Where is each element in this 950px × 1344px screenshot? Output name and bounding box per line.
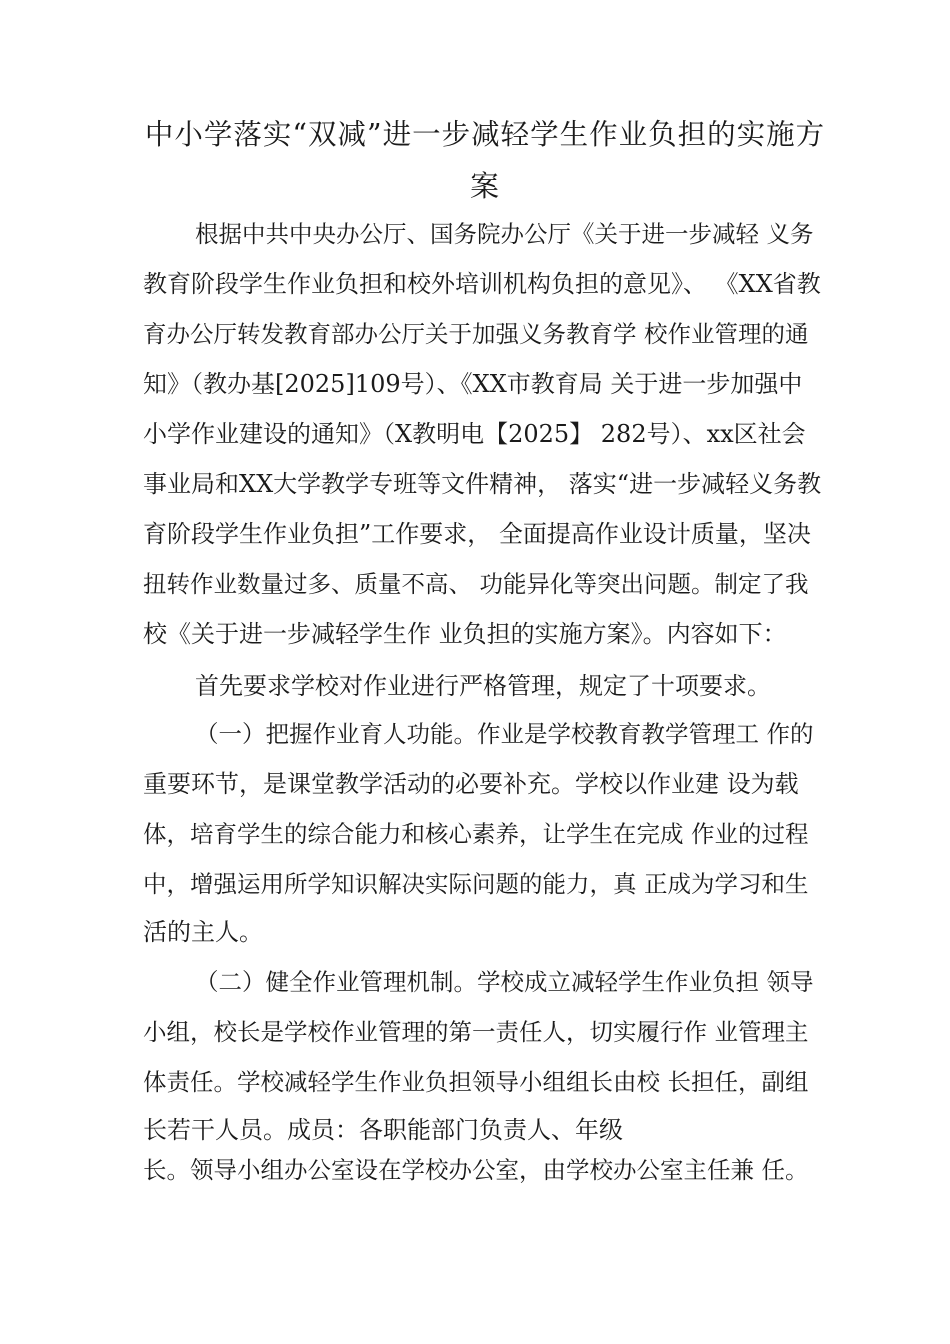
paragraph-line: 知》（教办基[2025]109号）、《XX市教育局 关于进一步加强中 bbox=[143, 370, 803, 398]
paragraph-line: 活的主人。 bbox=[143, 918, 263, 946]
document-title-line-2: 案 bbox=[469, 169, 500, 203]
paragraph-line: （二）健全作业管理机制。学校成立减轻学生作业负担 领导 bbox=[195, 968, 814, 996]
paragraph-line: 体责任。学校减轻学生作业负担领导小组组长由校 长担任，副组 bbox=[143, 1068, 809, 1096]
paragraph-line: 育办公厅转发教育部办公厅关于加强义务教育学 校作业管理的通 bbox=[143, 320, 809, 348]
paragraph-line: 校《关于进一步减轻学生作 业负担的实施方案》。内容如下： bbox=[143, 620, 787, 648]
paragraph-line: 体，培育学生的综合能力和核心素养，让学生在完成 作业的过程 bbox=[143, 820, 809, 848]
document-title-line-1: 中小学落实“双减”进一步减轻学生作业负担的实施方 bbox=[144, 118, 826, 151]
paragraph-line: 首先要求学校对作业进行严格管理，规定了十项要求。 bbox=[195, 672, 771, 700]
paragraph-line: 教育阶段学生作业负担和校外培训机构负担的意见》、 《XX省教 bbox=[143, 270, 821, 298]
paragraph-line: 事业局和XX大学教学专班等文件精神， 落实“进一步减轻义务教 bbox=[143, 470, 822, 498]
paragraph-line: 育阶段学生作业负担”工作要求， 全面提高作业设计质量，坚决 bbox=[143, 520, 811, 548]
paragraph-line: 长。领导小组办公室设在学校办公室，由学校办公室主任兼 任。 bbox=[143, 1156, 809, 1184]
paragraph-line: （一）把握作业育人功能。作业是学校教育教学管理工 作的 bbox=[195, 720, 814, 748]
paragraph-line: 长若干人员。成员：各职能部门负责人、年级 bbox=[143, 1116, 623, 1144]
paragraph-line: 扭转作业数量过多、质量不高、 功能异化等突出问题。制定了我 bbox=[143, 570, 809, 598]
paragraph-line: 中，增强运用所学知识解决实际问题的能力，真 正成为学习和生 bbox=[143, 870, 809, 898]
paragraph-line: 小组，校长是学校作业管理的第一责任人，切实履行作 业管理主 bbox=[143, 1018, 809, 1046]
paragraph-line: 根据中共中央办公厅、国务院办公厅《关于进一步减轻 义务 bbox=[195, 220, 814, 248]
paragraph-line: 小学作业建设的通知》（X教明电【2025】 282号）、xx区社会 bbox=[143, 420, 806, 448]
paragraph-line: 重要环节，是课堂教学活动的必要补充。学校以作业建 设为载 bbox=[143, 770, 799, 798]
